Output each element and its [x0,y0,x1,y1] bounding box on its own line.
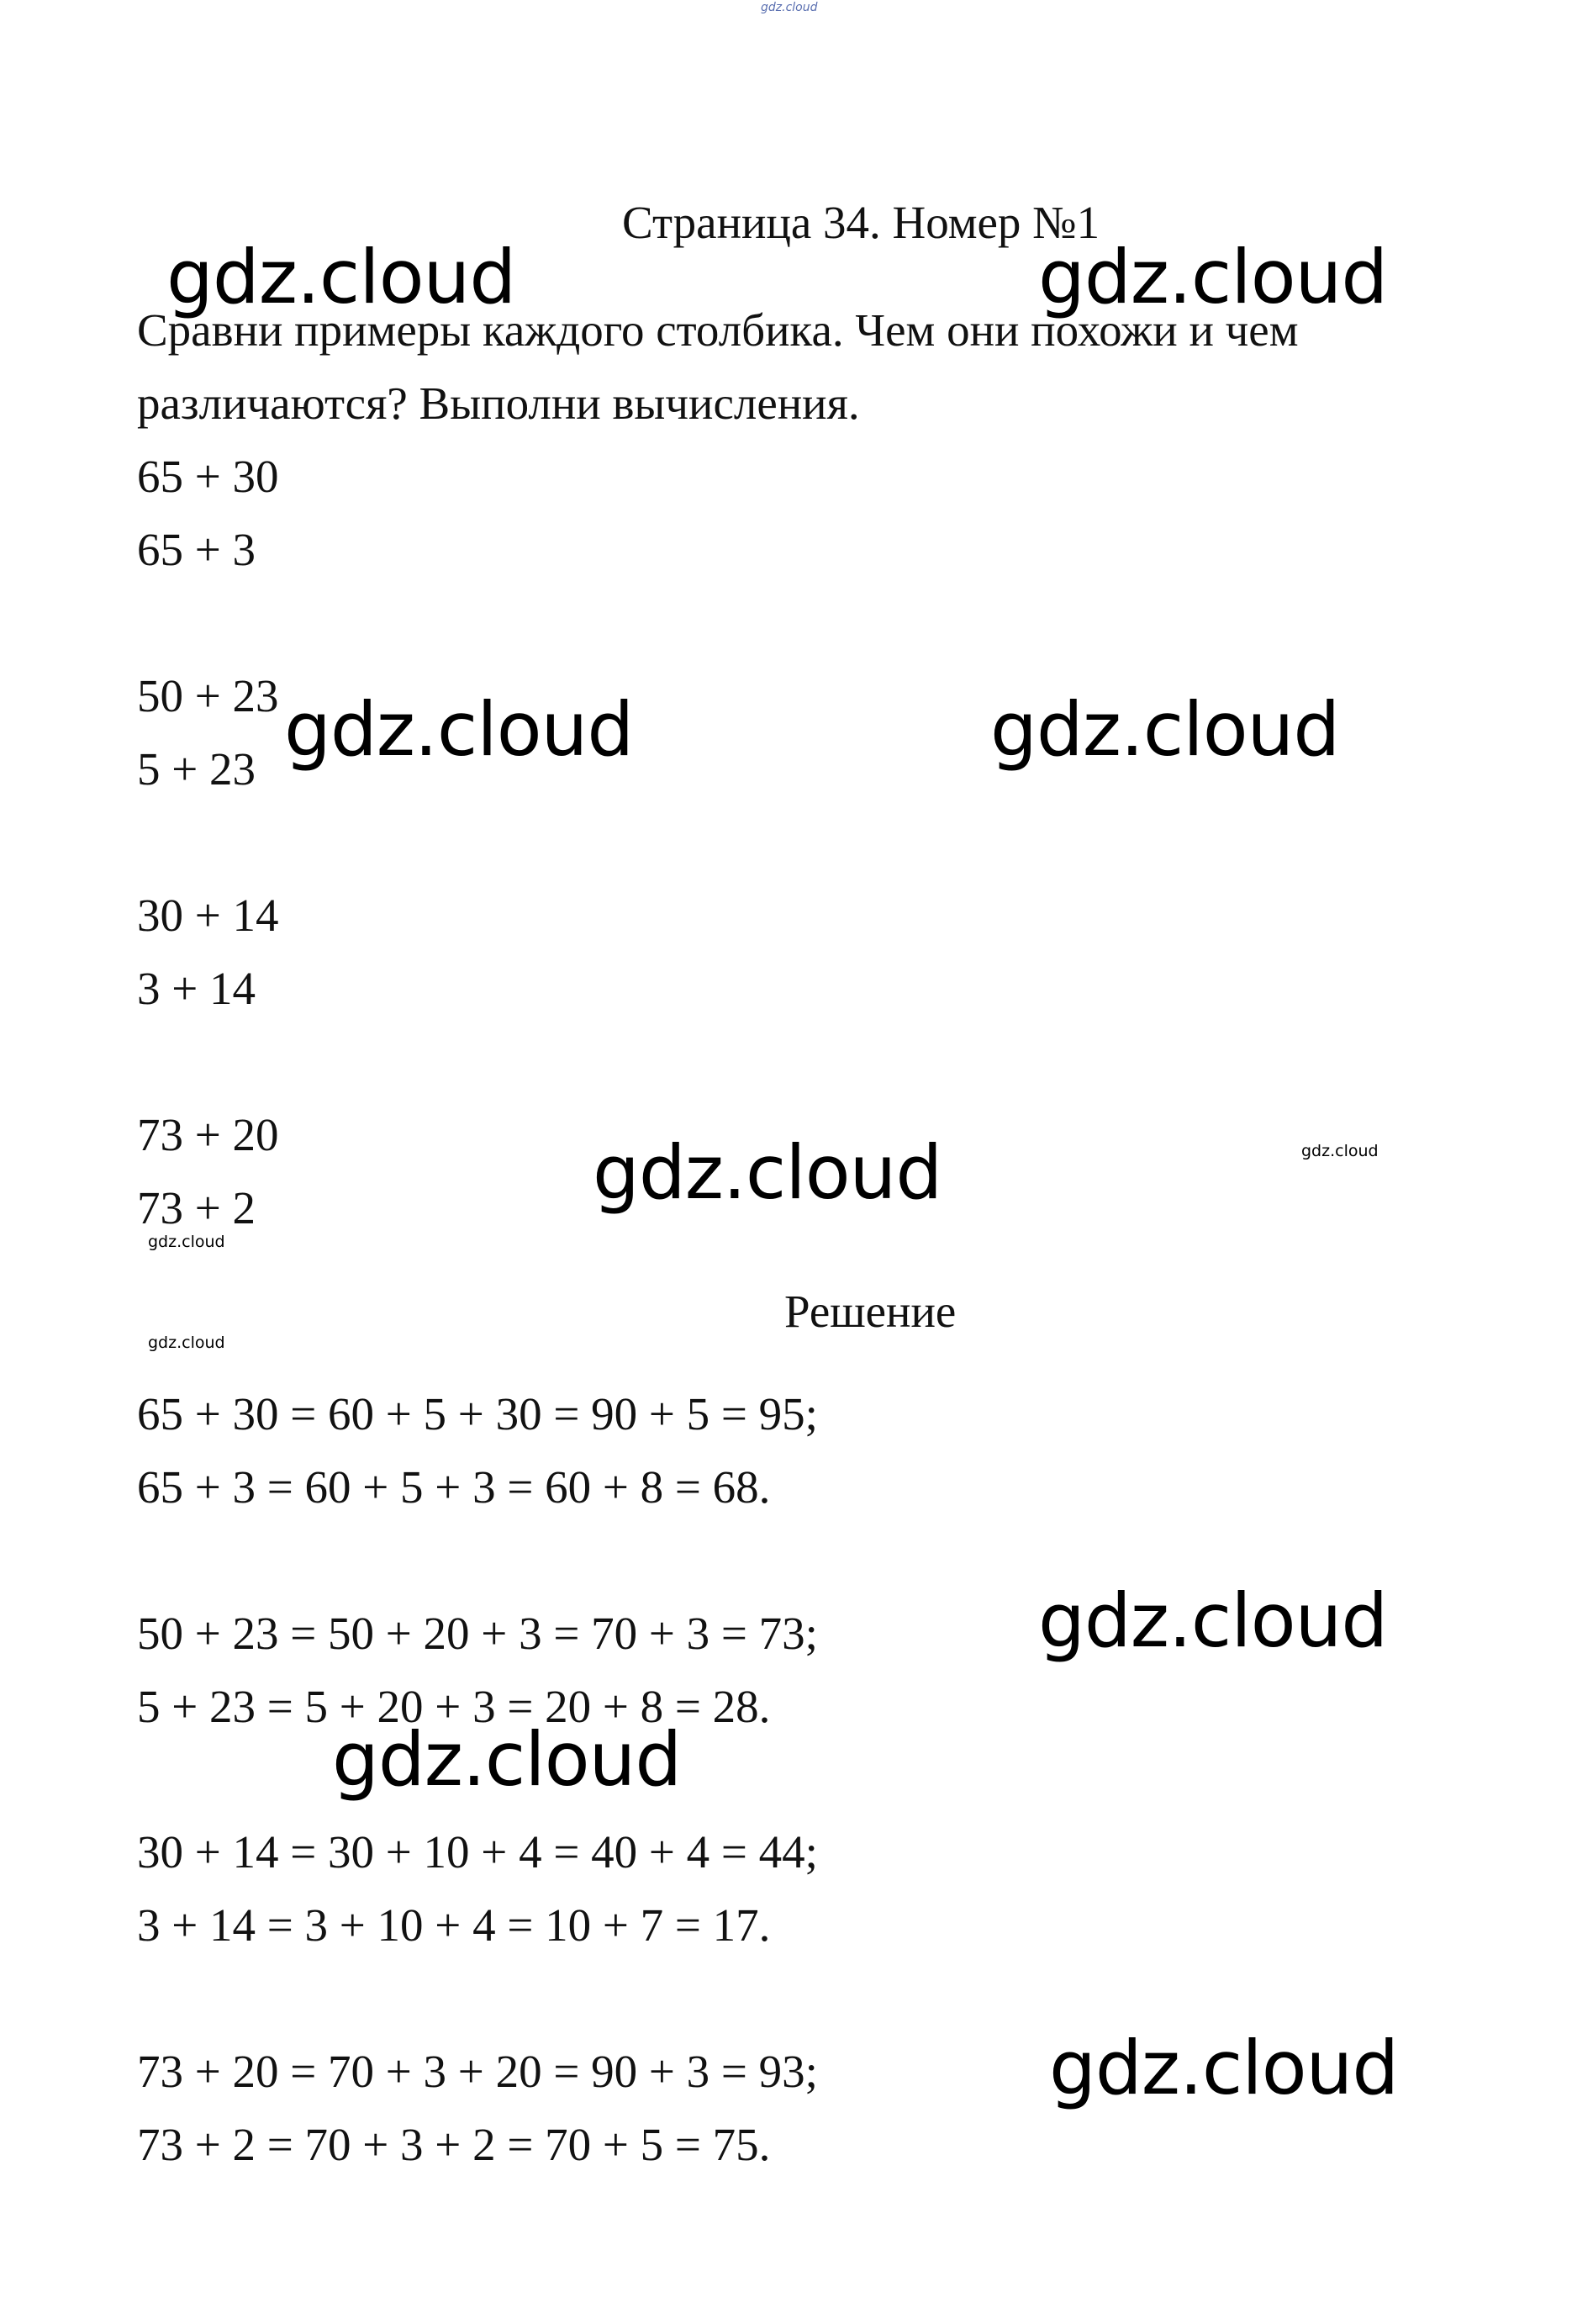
solution-line: 73 + 20 = 70 + 3 + 20 = 90 + 3 = 93; [137,2046,818,2097]
solution-line: 50 + 23 = 50 + 20 + 3 = 70 + 3 = 73; [137,1608,818,1659]
task-text-line-2: различаются? Выполни вычисления. [137,378,860,429]
example-line: 65 + 30 [137,451,279,502]
example-line: 50 + 23 [137,670,279,721]
example-line: 5 + 23 [137,743,256,795]
solution-line: 65 + 30 = 60 + 5 + 30 = 90 + 5 = 95; [137,1388,818,1439]
watermark: gdz.cloud [1049,2025,1399,2111]
watermark: gdz.cloud [332,1716,682,1803]
solution-line: 73 + 2 = 70 + 3 + 2 = 70 + 5 = 75. [137,2119,771,2170]
watermark: gdz.cloud [284,686,634,773]
page-title: Страница 34. Номер №1 [622,197,1100,248]
solution-line: 30 + 14 = 30 + 10 + 4 = 40 + 4 = 44; [137,1826,818,1878]
solution-line: 65 + 3 = 60 + 5 + 3 = 60 + 8 = 68. [137,1461,771,1513]
watermark: gdz.cloud [148,1334,225,1352]
example-line: 73 + 20 [137,1109,279,1160]
watermark: gdz.cloud [166,234,516,320]
solution-line: 5 + 23 = 5 + 20 + 3 = 20 + 8 = 28. [137,1681,771,1732]
watermark: gdz.cloud [990,686,1340,773]
example-line: 65 + 3 [137,524,256,575]
solution-line: 3 + 14 = 3 + 10 + 4 = 10 + 7 = 17. [137,1899,771,1951]
watermark: gdz.cloud [1301,1142,1379,1160]
watermark: gdz.cloud [593,1129,942,1216]
watermark: gdz.cloud [148,1233,225,1251]
watermark: gdz.cloud [1038,234,1388,320]
example-line: 73 + 2 [137,1182,256,1233]
solution-heading: Решение [784,1286,957,1337]
header-watermark: gdz.cloud [761,1,818,14]
task-text-line-1: Сравни примеры каждого столбика. Чем они похожи и чем [137,304,1299,356]
example-line: 30 + 14 [137,890,279,941]
example-line: 3 + 14 [137,963,256,1014]
watermark: gdz.cloud [1038,1577,1388,1664]
